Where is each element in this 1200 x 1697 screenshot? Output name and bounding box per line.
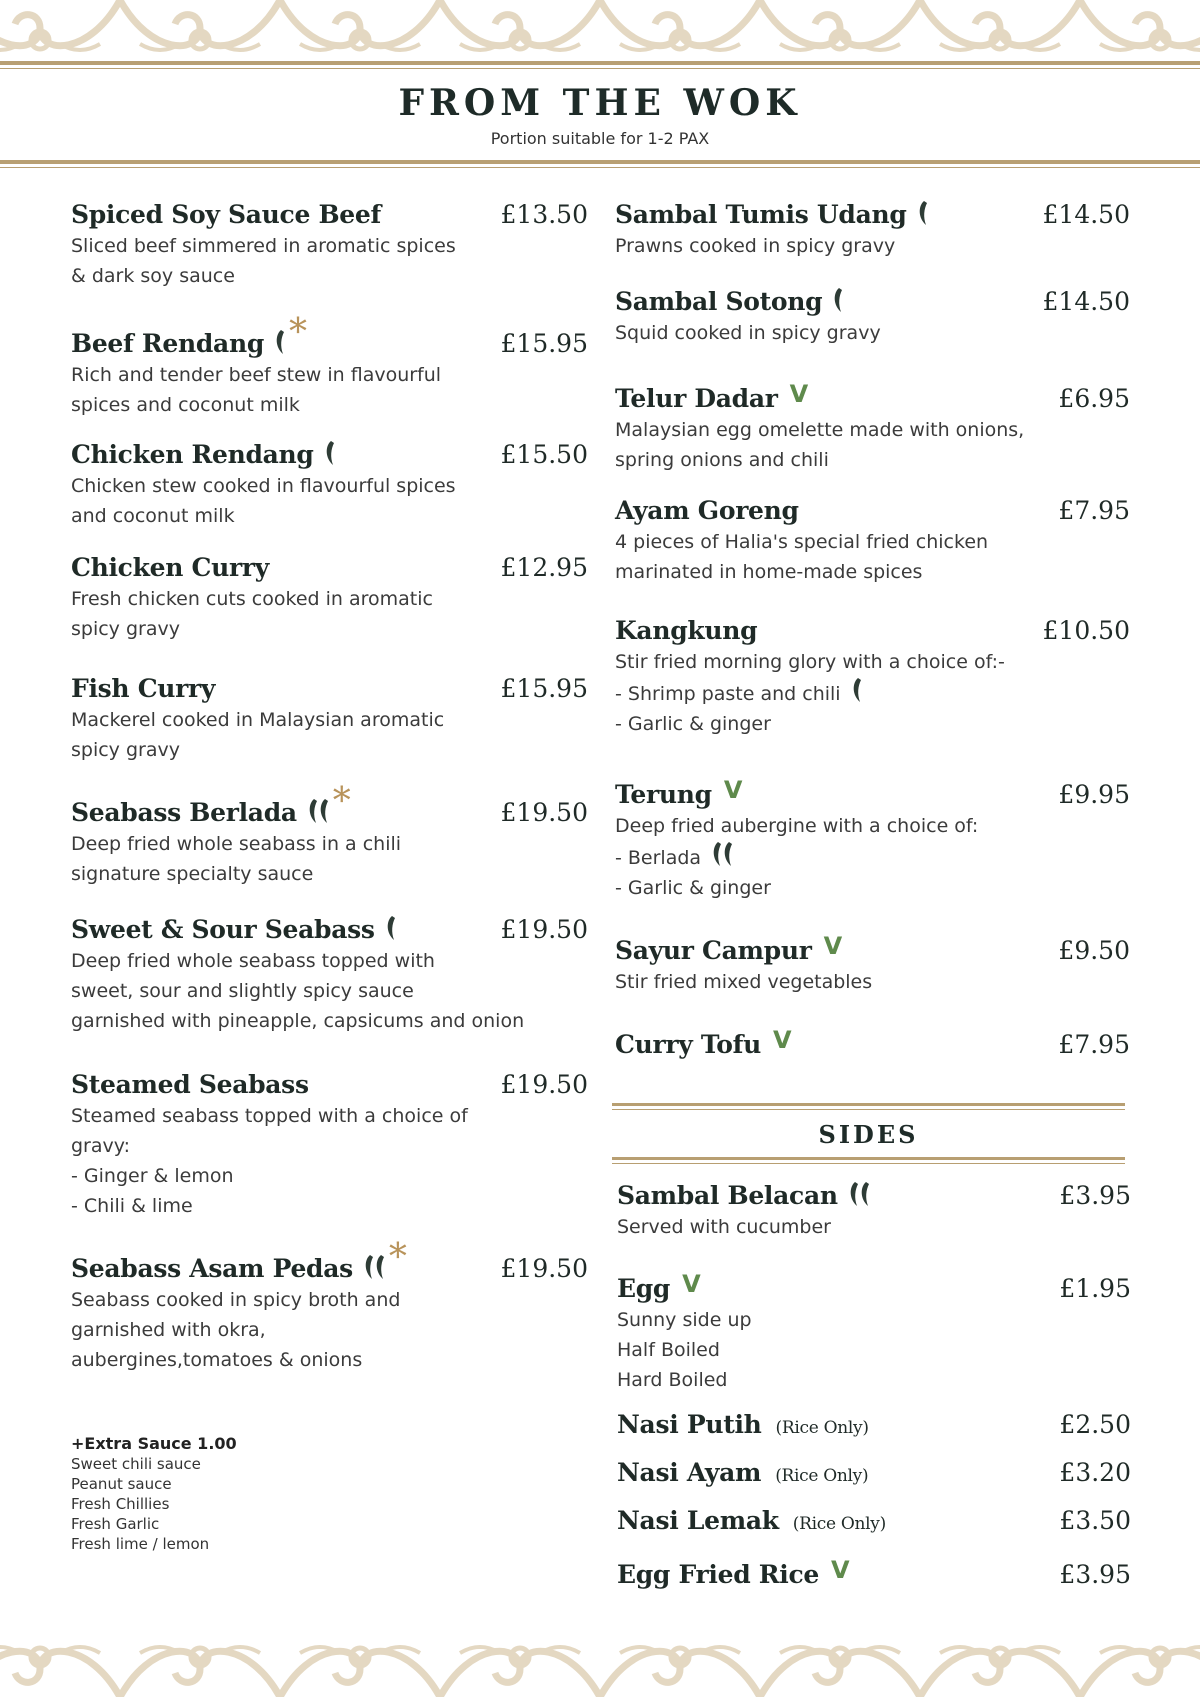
dish-description (71, 1285, 588, 1375)
dish-name: Egg Fried Rice (617, 1560, 819, 1589)
menu-item (71, 1070, 588, 1221)
description-line (615, 873, 1130, 903)
description-text: Sunny side up (617, 1309, 752, 1331)
extra-sauce-title: +Extra Sauce 1.00 (71, 1434, 237, 1453)
description-text: Rich and tender beef stew in flavourful (71, 364, 442, 386)
dish-description (71, 584, 588, 644)
description-line (71, 614, 588, 644)
description-text: Fresh chicken cuts cooked in aromatic (71, 588, 433, 610)
dish-name: Chicken Rendang (71, 440, 314, 469)
dish-name-group (71, 440, 336, 469)
description-text: Deep fried whole seabass in a chili (71, 833, 402, 855)
description-line (615, 557, 1130, 587)
dish-name-group (71, 781, 351, 827)
dish-price: £15.50 (500, 440, 588, 469)
dish-description (71, 231, 588, 291)
dish-price: £1.95 (1059, 1274, 1131, 1303)
dish-price: £3.20 (1059, 1458, 1131, 1487)
description-line (617, 1305, 1131, 1335)
menu-item-header (71, 781, 588, 827)
description-text: Malaysian egg omelette made with onions, (615, 419, 1025, 441)
description-line (71, 1131, 588, 1161)
menu-item-header (615, 496, 1130, 525)
dish-description (71, 829, 588, 889)
menu-item (71, 1237, 588, 1375)
menu-item (71, 674, 588, 765)
dish-price: £19.50 (500, 915, 588, 944)
dish-description (71, 1101, 588, 1221)
dish-price: £10.50 (1042, 616, 1130, 645)
chili-icon (832, 287, 844, 313)
description-line (71, 471, 588, 501)
dish-name: Beef Rendang (71, 329, 264, 358)
dish-name-group (71, 312, 307, 358)
dish-price: £13.50 (500, 200, 588, 229)
description-text: Chicken stew cooked in flavourful spices (71, 475, 456, 497)
dish-name: Sweet & Sour Seabass (71, 915, 375, 944)
star-icon: * (388, 1237, 407, 1278)
description-line (617, 1212, 1131, 1242)
dish-price: £12.95 (500, 553, 588, 582)
description-line (615, 445, 1130, 475)
section-title: FROM THE WOK (398, 82, 802, 124)
chili-icon (363, 1254, 386, 1280)
dish-name: Nasi Lemak (617, 1506, 779, 1535)
description-line (71, 231, 588, 261)
description-text: Hard Boiled (617, 1369, 728, 1391)
dish-price: £9.95 (1058, 780, 1130, 809)
rice-only-note: (Rice Only) (775, 1418, 869, 1438)
description-line (615, 415, 1130, 445)
description-text: spicy gravy (71, 739, 180, 761)
dish-name-group (71, 553, 269, 582)
dish-name-group (617, 1410, 869, 1439)
dish-name: Sambal Tumis Udang (615, 200, 907, 229)
dish-name: Nasi Putih (617, 1410, 762, 1439)
menu-item (71, 312, 588, 420)
vegetarian-icon: V (773, 1026, 792, 1054)
dish-price: £6.95 (1058, 384, 1130, 413)
dish-price: £19.50 (500, 1070, 588, 1099)
dish-name-group (617, 1506, 886, 1535)
star-icon: * (332, 781, 351, 822)
dish-name-group (615, 776, 742, 809)
dish-description (615, 318, 1130, 348)
description-line (71, 829, 588, 859)
menu-item (71, 781, 588, 889)
chili-icon (917, 200, 929, 226)
dish-name: Egg (617, 1274, 671, 1303)
description-text: Prawns cooked in spicy gravy (615, 235, 896, 257)
dish-price: £15.95 (500, 674, 588, 703)
description-line (71, 976, 588, 1006)
description-text: Sliced beef simmered in aromatic spices (71, 235, 456, 257)
menu-item-header (617, 1506, 1131, 1535)
description-line (71, 501, 588, 531)
extra-sauce-item: Fresh Garlic (71, 1515, 160, 1533)
description-text: - Chili & lime (71, 1195, 193, 1217)
menu-item-header (615, 287, 1130, 316)
dish-description (617, 1212, 1131, 1242)
dish-name: Sambal Belacan (617, 1181, 838, 1210)
dish-description (617, 1305, 1131, 1395)
description-line (71, 1285, 588, 1315)
description-text: Steamed seabass topped with a choice of (71, 1105, 468, 1127)
dish-price: £9.50 (1058, 936, 1130, 965)
dish-name-group (617, 1270, 700, 1303)
dish-name-group (71, 200, 381, 229)
rice-only-note: (Rice Only) (775, 1466, 869, 1486)
description-text: Deep fried whole seabass topped with (71, 950, 435, 972)
menu-item-header (71, 674, 588, 703)
description-text: Squid cooked in spicy gravy (615, 322, 881, 344)
star-icon: * (289, 312, 307, 353)
description-line (615, 318, 1130, 348)
menu-item (615, 932, 1130, 997)
sides-title: SIDES (818, 1120, 919, 1149)
dish-name: Ayam Goreng (615, 496, 799, 525)
description-text: spices and coconut milk (71, 394, 300, 416)
dish-price: £15.95 (500, 329, 588, 358)
dish-name-group (615, 200, 929, 229)
chili-icon (385, 915, 397, 941)
description-line (71, 1101, 588, 1131)
dish-name-group (615, 932, 842, 965)
description-text: garnished with okra, (71, 1319, 266, 1341)
dish-price: £3.50 (1059, 1506, 1131, 1535)
top-ornament-border (0, 0, 1200, 62)
dish-price: £14.50 (1042, 287, 1130, 316)
dish-description (71, 360, 588, 420)
dish-name: Chicken Curry (71, 553, 269, 582)
description-line (71, 735, 588, 765)
dish-name-group (615, 1026, 791, 1059)
dish-description (615, 647, 1130, 739)
menu-item-header (615, 200, 1130, 229)
vegetarian-icon: V (789, 380, 808, 408)
bottom-ornament-border (0, 1627, 1200, 1697)
dish-price: £19.50 (500, 798, 588, 827)
menu-item (617, 1506, 1131, 1535)
menu-item-header (615, 616, 1130, 645)
description-line (71, 946, 588, 976)
description-line (71, 1315, 588, 1345)
menu-item-header (71, 1070, 588, 1099)
dish-name: Nasi Ayam (617, 1458, 762, 1487)
description-line (71, 859, 588, 889)
menu-item-header (71, 553, 588, 582)
description-text: sweet, sour and slightly spicy sauce (71, 980, 414, 1002)
sides-bottom-rule (612, 1157, 1125, 1164)
portion-note: Portion suitable for 1-2 PAX (490, 129, 710, 148)
header-top-thin-rule (0, 68, 1200, 69)
chili-icon (851, 677, 863, 703)
dish-name: Steamed Seabass (71, 1070, 309, 1099)
description-text: - Shrimp paste and chili (615, 683, 841, 705)
menu-item-header (615, 776, 1130, 809)
dish-description (71, 705, 588, 765)
menu-item (617, 1458, 1131, 1487)
chili-icon (274, 329, 286, 355)
description-text: garnished with pineapple, capsicums and onion (71, 1010, 525, 1032)
header-bottom-rule (0, 160, 1200, 164)
description-line (71, 390, 588, 420)
description-line (71, 1006, 588, 1036)
menu-item (615, 380, 1130, 475)
description-line (615, 647, 1130, 677)
dish-description (615, 811, 1130, 903)
dish-name-group (617, 1458, 868, 1487)
description-line (71, 261, 588, 291)
description-text: - Garlic & ginger (615, 713, 771, 735)
dish-name: Spiced Soy Sauce Beef (71, 200, 381, 229)
chili-icon (324, 440, 336, 466)
menu-item (615, 200, 1130, 261)
description-text: signature specialty sauce (71, 863, 314, 885)
menu-item-header (71, 915, 588, 944)
description-line (615, 677, 1130, 709)
description-line (71, 1161, 588, 1191)
description-text: - Berlada (615, 847, 702, 869)
vegetarian-icon: V (823, 932, 842, 960)
menu-item-header (615, 380, 1130, 413)
menu-item-header (617, 1270, 1131, 1303)
vegetarian-icon: V (831, 1556, 850, 1584)
chili-icon (711, 841, 734, 867)
dish-name-group (71, 1237, 407, 1283)
description-line (615, 841, 1130, 873)
menu-item (617, 1181, 1131, 1242)
menu-item-header (71, 1237, 588, 1283)
menu-item-header (617, 1410, 1131, 1439)
dish-price: £14.50 (1042, 200, 1130, 229)
description-text: and coconut milk (71, 505, 235, 527)
description-text: spring onions and chili (615, 449, 829, 471)
dish-name-group (615, 380, 808, 413)
description-text: Deep fried aubergine with a choice of: (615, 815, 979, 837)
dish-name-group (615, 496, 799, 525)
description-text: Stir fried morning glory with a choice of:- (615, 651, 1005, 673)
description-text: Half Boiled (617, 1339, 720, 1361)
description-line (71, 1345, 588, 1375)
dish-description (615, 231, 1130, 261)
extra-sauce-item: Fresh lime / lemon (71, 1535, 210, 1553)
header-top-rule (0, 61, 1200, 65)
dish-price: £2.50 (1059, 1410, 1131, 1439)
menu-item-header (615, 932, 1130, 965)
description-text: Seabass cooked in spicy broth and (71, 1289, 401, 1311)
dish-description (615, 527, 1130, 587)
menu-item (615, 616, 1130, 739)
description-line (617, 1365, 1131, 1395)
description-line (71, 360, 588, 390)
menu-item (71, 200, 588, 291)
menu-item-header (617, 1181, 1131, 1210)
description-line (615, 231, 1130, 261)
extra-sauce-note (71, 1434, 237, 1554)
dish-price: £7.95 (1058, 496, 1130, 525)
extra-sauce-item: Peanut sauce (71, 1475, 172, 1493)
menu-item (615, 1026, 1130, 1059)
dish-name-group (615, 287, 844, 316)
dish-description (71, 946, 588, 1036)
dish-price: £3.95 (1059, 1181, 1131, 1210)
menu-item (71, 553, 588, 644)
description-line (615, 527, 1130, 557)
menu-item-header (71, 200, 588, 229)
description-text: Mackerel cooked in Malaysian aromatic (71, 709, 445, 731)
dish-name-group (617, 1181, 871, 1210)
extra-sauce-item: Sweet chili sauce (71, 1455, 201, 1473)
header-bottom-thin-rule (0, 167, 1200, 168)
description-line (71, 705, 588, 735)
menu-item (615, 496, 1130, 587)
menu-item-header (71, 440, 588, 469)
dish-price: £3.95 (1059, 1560, 1131, 1589)
dish-price: £19.50 (500, 1254, 588, 1283)
menu-item-header (617, 1556, 1131, 1589)
dish-name-group (71, 1070, 309, 1099)
dish-description (71, 471, 588, 531)
description-line (617, 1335, 1131, 1365)
dish-description (615, 415, 1130, 475)
dish-name: Terung (615, 780, 712, 809)
description-text: marinated in home-made spices (615, 561, 923, 583)
vegetarian-icon: V (723, 776, 743, 804)
menu-item (615, 287, 1130, 348)
dish-name-group (71, 915, 397, 944)
description-text: aubergines,tomatoes & onions (71, 1349, 363, 1371)
description-text: Served with cucumber (617, 1216, 831, 1238)
vegetarian-icon: V (682, 1270, 701, 1298)
description-line (71, 1191, 588, 1221)
description-line (71, 584, 588, 614)
description-text: - Garlic & ginger (615, 877, 771, 899)
dish-description (615, 967, 1130, 997)
menu-item (71, 440, 588, 531)
description-text: & dark soy sauce (71, 265, 235, 287)
dish-name-group (617, 1556, 849, 1589)
menu-item (615, 776, 1130, 903)
sides-top-rule (612, 1103, 1125, 1110)
description-line (615, 811, 1130, 841)
dish-name: Seabass Asam Pedas (71, 1254, 353, 1283)
dish-name: Telur Dadar (615, 384, 778, 413)
extra-sauce-item: Fresh Chillies (71, 1495, 170, 1513)
menu-item-header (615, 1026, 1130, 1059)
dish-name: Seabass Berlada (71, 798, 297, 827)
dish-name: Fish Curry (71, 674, 216, 703)
description-text: - Ginger & lemon (71, 1165, 234, 1187)
menu-item (617, 1410, 1131, 1439)
description-line (615, 709, 1130, 739)
menu-item-header (617, 1458, 1131, 1487)
dish-name: Sayur Campur (615, 936, 812, 965)
description-line (615, 967, 1130, 997)
dish-name: Kangkung (615, 616, 758, 645)
menu-item-header (71, 312, 588, 358)
description-text: Stir fried mixed vegetables (615, 971, 873, 993)
menu-item (71, 915, 588, 1036)
description-text: 4 pieces of Halia's special fried chicken (615, 531, 989, 553)
dish-name-group (71, 674, 215, 703)
chili-icon (848, 1181, 871, 1207)
chili-icon (307, 798, 330, 824)
dish-price: £7.95 (1058, 1030, 1130, 1059)
dish-name-group (615, 616, 757, 645)
menu-item (617, 1556, 1131, 1589)
rice-only-note: (Rice Only) (792, 1514, 886, 1534)
dish-name: Curry Tofu (615, 1030, 761, 1059)
menu-item (617, 1270, 1131, 1395)
description-text: spicy gravy (71, 618, 180, 640)
description-text: gravy: (71, 1135, 131, 1157)
dish-name: Sambal Sotong (615, 287, 823, 316)
